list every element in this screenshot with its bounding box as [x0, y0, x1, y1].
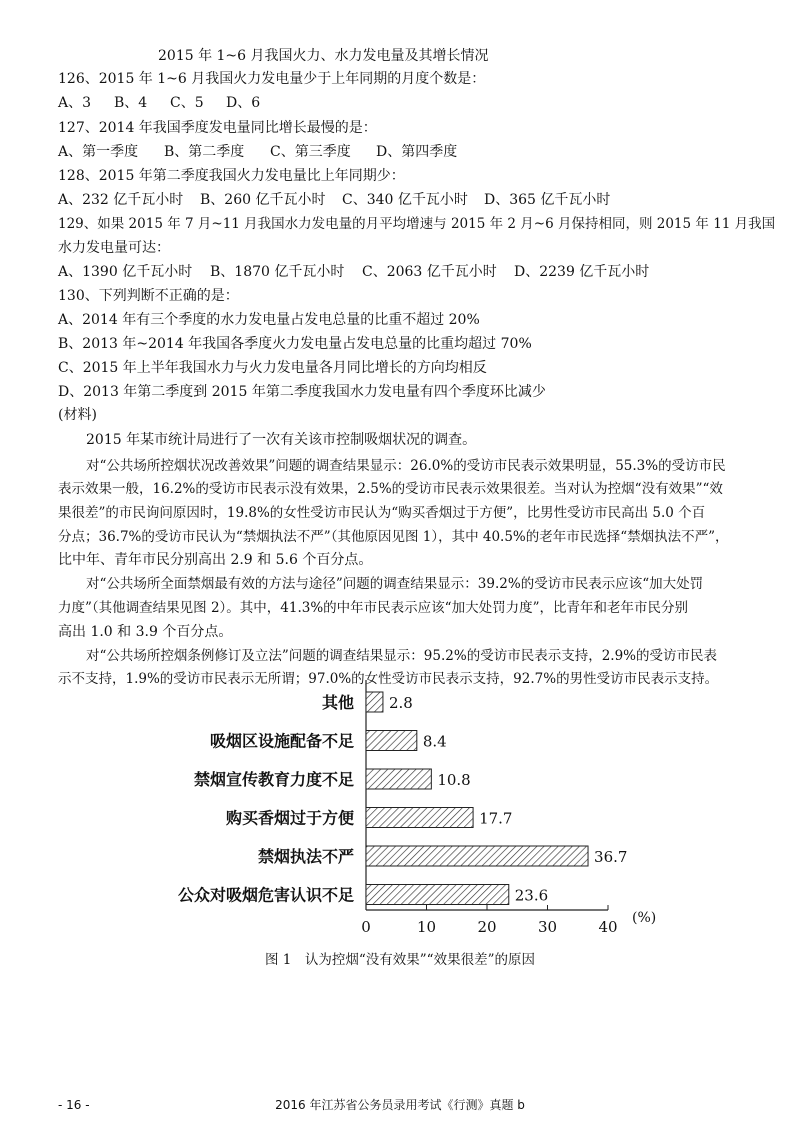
- question-130-stem: 130、下列判断不正确的是：: [58, 288, 239, 304]
- chart-caption: 图 1 认为控烟“没有效果”“效果很差”的原因: [265, 952, 535, 968]
- bar: [366, 846, 588, 866]
- option-d[interactable]: D、2239 亿千瓦小时: [514, 264, 650, 280]
- x-tick-label: 20: [477, 918, 497, 936]
- option-c[interactable]: C、2063 亿千瓦小时: [362, 264, 497, 280]
- question-129-stem-cont: 水力发电量可达：: [58, 240, 170, 256]
- paragraph-line: 对“公共场所控烟条例修订及立法”问题的调查结果显示：95.2%的受访市民表示支持，2.9%的受访市民表: [86, 648, 717, 664]
- x-tick-label: 40: [598, 918, 618, 936]
- question-126-options: [58, 93, 260, 113]
- paragraph-line: 对“公共场所控烟状况改善效果”问题的调查结果显示：26.0%的受访市民表示效果明显，55.3%的受访市民: [86, 458, 726, 474]
- option-a[interactable]: A、232 亿千瓦小时: [58, 192, 184, 208]
- question-127-options: [58, 142, 457, 162]
- page-number: - 16 -: [58, 1098, 90, 1112]
- x-tick-label: 10: [416, 918, 437, 936]
- question-129-stem: 129、如果 2015 年 7 月~11 月我国水力发电量的月平均增速与 2015 年 2 月~6 月保持相同，则 2015 年 11 月我国: [58, 216, 776, 232]
- paragraph-line: 高出 1.0 和 3.9 个百分点。: [58, 624, 233, 640]
- paragraph-line: 对“公共场所全面禁烟最有效的方法与途径”问题的调查结果显示：39.2%的受访市民表示应该“加大处罚: [86, 576, 704, 592]
- option-a[interactable]: A、3: [58, 95, 92, 111]
- question-128-stem: 128、2015 年第二季度我国火力发电量比上年同期少：: [58, 168, 405, 184]
- value-label: 2.8: [388, 694, 413, 712]
- paragraph-line: 表示效果一般，16.2%的受访市民表示没有效果，2.5%的受访市民表示效果很差。当对认为控烟“没有效果”“效: [58, 481, 723, 497]
- paragraph-line: 2015 年某市统计局进行了一次有关该市控制吸烟状况的调查。: [86, 432, 477, 448]
- paragraph-line: 分点；36.7%的受访市民认为“禁烟执法不严”（其他原因见图 1），其中 40.5%的老年市民选择“禁烟执法不严”，: [58, 529, 729, 545]
- bar: [366, 692, 383, 712]
- value-label: 10.8: [437, 771, 471, 789]
- paragraph-line: 示不支持，1.9%的受访市民表示无所谓；97.0%的女性受访市民表示支持，92.7%的男性受访市民表示支持。: [58, 671, 719, 687]
- value-label: 8.4: [422, 732, 447, 751]
- option-a[interactable]: A、2014 年有三个季度的水力发电量占发电总量的比重不超过 20%: [58, 312, 480, 328]
- category-label: 购买香烟过于方便: [225, 808, 354, 828]
- value-label: 17.7: [479, 809, 513, 828]
- question-128-options: [58, 190, 610, 210]
- bar: [366, 885, 509, 905]
- option-a[interactable]: A、1390 亿千瓦小时: [58, 264, 193, 280]
- option-d[interactable]: D、2013 年第二季度到 2015 年第二季度我国水力发电量有四个季度环比减少: [58, 384, 546, 400]
- paragraph-line: 果很差”的市民询问原因时，19.8%的女性受访市民认为“购买香烟过于方便”，比男性受访市民高出 5.0 个百: [58, 505, 706, 521]
- bar: [366, 731, 417, 751]
- option-b[interactable]: B、1870 亿千瓦小时: [210, 264, 345, 280]
- x-tick-label: 0: [361, 918, 371, 936]
- question-126-stem: 126、2015 年 1~6 月我国火力发电量少于上年同期的月度个数是：: [58, 71, 486, 87]
- option-c[interactable]: C、5: [170, 95, 204, 111]
- footer-title: 2016 年江苏省公务员录用考试《行测》真题 b: [275, 1098, 525, 1112]
- option-c[interactable]: C、340 亿千瓦小时: [342, 192, 468, 208]
- x-axis-unit: (%): [632, 910, 657, 926]
- option-b[interactable]: B、260 亿千瓦小时: [200, 192, 326, 208]
- option-c[interactable]: C、第三季度: [270, 144, 351, 160]
- category-label: 禁烟执法不严: [257, 847, 354, 866]
- option-b[interactable]: B、2013 年~2014 年我国各季度火力发电量占发电总量的比重均超过 70%: [58, 336, 532, 352]
- category-label: 禁烟宣传教育力度不足: [193, 770, 354, 789]
- option-d[interactable]: D、第四季度: [376, 144, 458, 160]
- x-tick-label: 30: [537, 918, 558, 936]
- reasons-bar-chart: [130, 680, 670, 980]
- category-label: 公众对吸烟危害认识不足: [177, 885, 354, 905]
- bar: [366, 769, 431, 789]
- bar: [366, 808, 473, 828]
- option-c[interactable]: C、2015 年上半年我国水力与火力发电量各月同比增长的方向均相反: [58, 360, 487, 376]
- paragraph-line: 力度”（其他调查结果见图 2）。其中，41.3%的中年市民表示应该“加大处罚力度”，比青年和老年市民分别: [58, 600, 688, 616]
- category-label: 吸烟区设施配备不足: [209, 731, 354, 751]
- option-d[interactable]: D、6: [226, 95, 261, 111]
- option-b[interactable]: B、第二季度: [164, 144, 245, 160]
- top-caption: 2015 年 1~6 月我国火力、水力发电量及其增长情况: [158, 48, 489, 64]
- question-129-options: [58, 262, 649, 282]
- option-d[interactable]: D、365 亿千瓦小时: [484, 192, 611, 208]
- option-a[interactable]: A、第一季度: [58, 144, 139, 160]
- category-label: 其他: [321, 693, 354, 712]
- value-label: 23.6: [514, 886, 549, 905]
- option-b[interactable]: B、4: [114, 95, 148, 111]
- material-label: (材料): [58, 407, 97, 423]
- question-127-stem: 127、2014 年我国季度发电量同比增长最慢的是：: [58, 120, 377, 136]
- paragraph-line: 比中年、青年市民分别高出 2.9 和 5.6 个百分点。: [58, 552, 373, 568]
- value-label: 36.7: [594, 848, 628, 866]
